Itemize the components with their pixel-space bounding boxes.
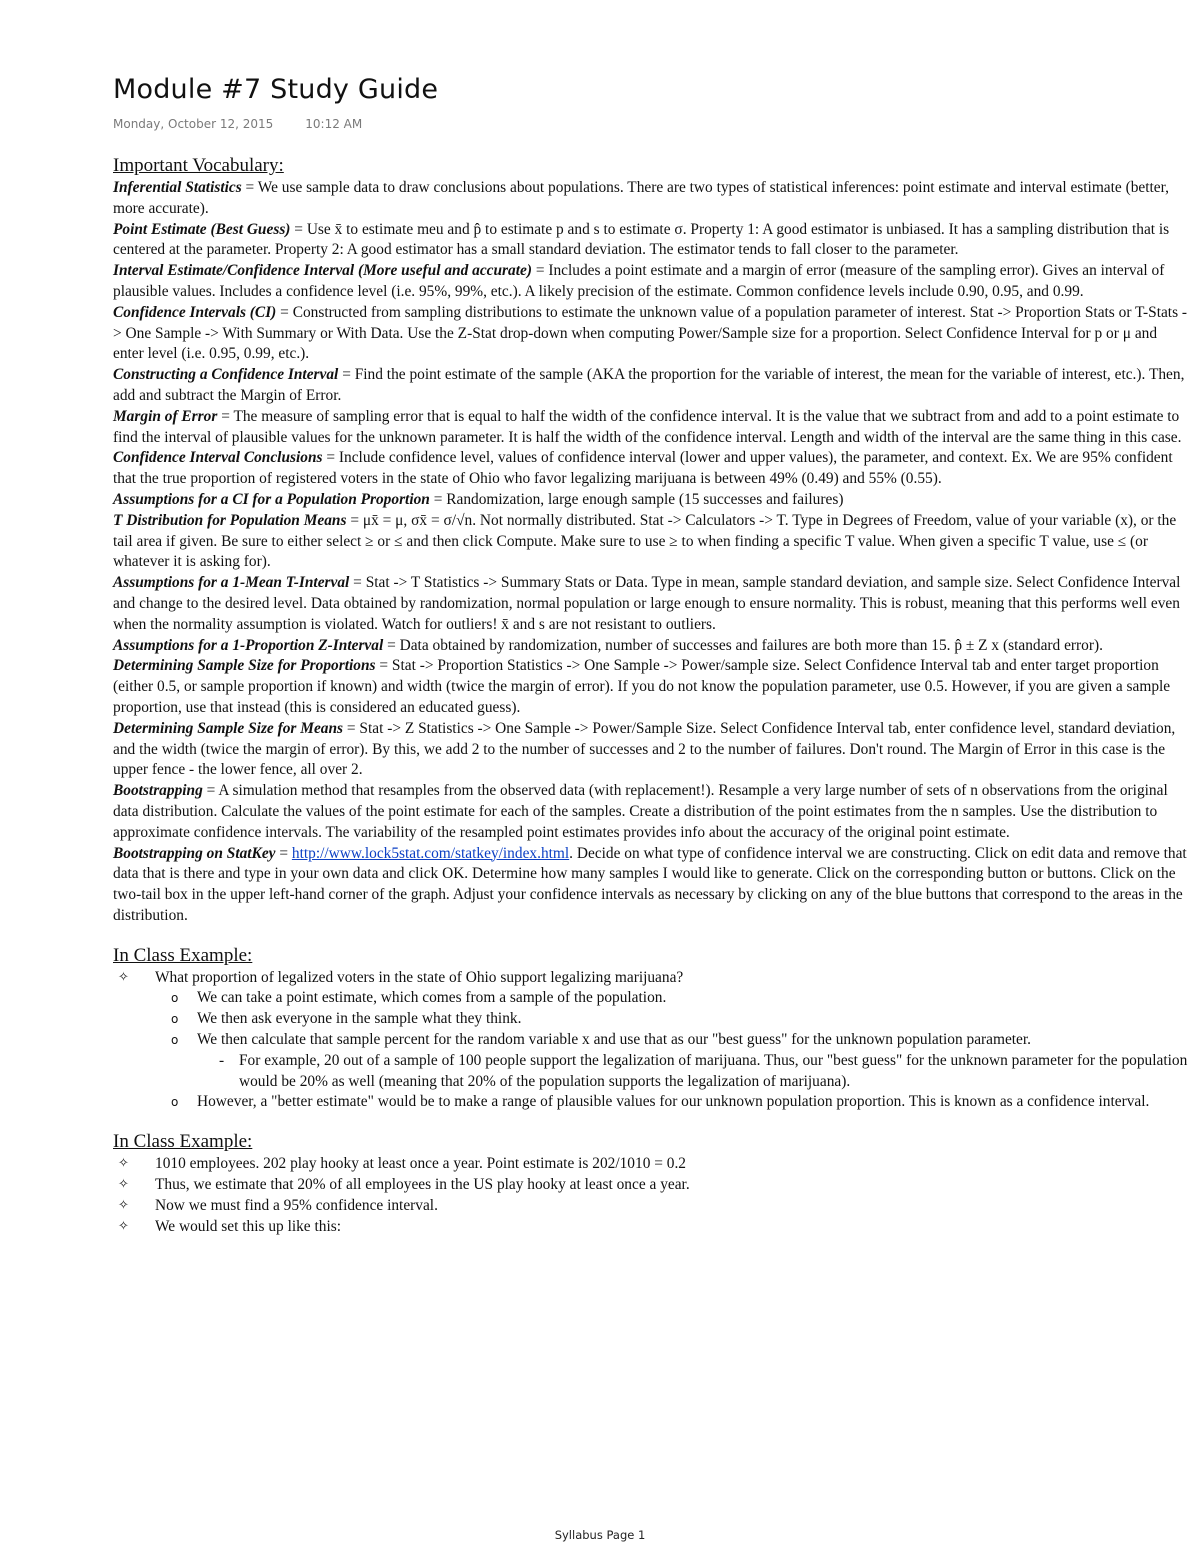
vocabulary-heading: Important Vocabulary:	[113, 155, 284, 176]
vocab-entry	[113, 511, 1189, 573]
point-text: We then ask everyone in the sample what they think.	[197, 1010, 522, 1028]
vocab-definition: = Stat -> T Statistics -> Summary Stats or Data. Type in mean, sample standard deviation, and sample size. Select Confidence Interval and change to the desired level. Data obtained by randomization, normal population or large enough to ensure normality. This is robust, meaning that this performs well even when the normality assumption is violated. Watch for outliers! x̄ and s are not resistant to outliers.	[113, 574, 1181, 633]
vocab-entry	[113, 178, 1189, 220]
list-item	[197, 1051, 1189, 1093]
vocab-term: Determining Sample Size for Proportions	[113, 657, 376, 675]
vocab-entry	[113, 719, 1189, 781]
vocab-term: Interval Estimate/Confidence Interval (More useful and accurate)	[113, 262, 532, 280]
vocab-definition: = Stat -> Z Statistics -> One Sample -> Power/Sample Size. Select Confidence Interval tab, enter confidence level, standard deviation, and the width (twice the margin of error). By this, we add 2 to the number of successes and 2 to the number of failures. Don't round. The Margin of Error in this case is the upper fence - the lower fence, all over 2.	[113, 719, 1176, 779]
diamond-bullet-icon: ✧	[118, 1197, 129, 1213]
vocab-entry	[113, 261, 1189, 303]
document-body	[113, 154, 1189, 1237]
vocab-term: Assumptions for a CI for a Population Proportion	[113, 490, 430, 508]
circle-bullet-icon: o	[171, 1033, 179, 1048]
vocab-definition: = Stat -> Proportion Statistics -> One Sample -> Power/sample size. Select Confidence Interval tab and enter target proportion (either 0.5, or sample proportion if known) and width (twice the margin of error). If you do not know the population parameter, use 0.5. However, if you are given a sample proportion, use that instead (this is considered an educated guess).	[113, 657, 1171, 716]
vocab-entry	[113, 365, 1189, 407]
dateline	[113, 117, 362, 131]
vocab-definition: = Includes a point estimate and a margin of error (measure of the sampling error). Gives an interval of plausible values. Includes a confidence level (i.e. 95%, 99%, etc.). A likely precision of the estimate. Common confidence levels include 0.90, 0.95, and 0.99.	[113, 262, 1165, 300]
vocab-definition: = Find the point estimate of the sample (AKA the proportion for the variable of interest, the mean for the variable of interest, etc.). Then, add and subtract the Margin of Error.	[113, 366, 1185, 404]
vocab-term: Determining Sample Size for Means	[113, 719, 344, 737]
example-1-sublist	[113, 988, 1189, 1113]
diamond-bullet-icon: ✧	[118, 1177, 129, 1193]
vocab-entry	[113, 220, 1189, 262]
item-text: Thus, we estimate that 20% of all employees in the US play hooky at least once a year.	[155, 1176, 690, 1194]
vocab-definition: = A simulation method that resamples from the observed data (with replacement!). Resample a very large number of sets of n observations from the original data distribution. Calculate the values of the point estimate for each of the samples. Create a distribution of the point estimates from the n samples. Use the distribution to approximate confidence intervals. The variability of the resampled point estimates provides info about the accuracy of the original point estimate.	[113, 782, 1168, 841]
circle-bullet-icon: o	[171, 991, 179, 1006]
point-text: We can take a point estimate, which comes from a sample of the population.	[197, 989, 667, 1007]
vocab-entry	[113, 636, 1189, 657]
list-item	[113, 1196, 1189, 1217]
vocab-term: Confidence Interval Conclusions	[113, 449, 323, 467]
vocab-definition: . Decide on what type of confidence interval we are constructing. Click on edit data and remove that data that is there and type in your own data and click OK. Determine how many samples I would like to generate. Click on the corresponding button or buttons. Click on the two-tail box in the upper left-hand corner of the graph. Adjust your confidence intervals as necessary by clicking on any of the blue buttons that correspond to the areas in the distribution.	[113, 844, 1187, 924]
item-text: We would set this up like this:	[155, 1217, 342, 1235]
point-text: However, a "better estimate" would be to make a range of plausible values for our unknown population proportion. This is known as a confidence interval.	[197, 1093, 1150, 1111]
sub-point-text: For example, 20 out of a sample of 100 people support the legalization of marijuana. Thus, our "best guess" for the unknown parameter for the population would be 20% as well (meaning that 20% of the population supports the legalization of marijuana).	[239, 1051, 1188, 1090]
vocabulary-section	[113, 154, 1189, 927]
list-item	[155, 1092, 1189, 1113]
vocab-entry	[113, 573, 1189, 635]
list-item	[113, 1154, 1189, 1175]
vocab-definition: = Use x̄ to estimate meu and p̂ to estimate p and s to estimate σ. Property 1: A good estimator is unbiased. It has a sampling distribution that is centered at the parameter. Property 2: A good estimator has a small standard deviation. The estimator tends to fall closer to the parameter.	[113, 220, 1170, 259]
vocab-term: Assumptions for a 1-Proportion Z-Interval	[113, 636, 384, 654]
example-2-list	[113, 1154, 1189, 1237]
vocab-term: Constructing a Confidence Interval	[113, 366, 339, 384]
vocab-term: Bootstrapping on StatKey	[113, 844, 276, 862]
circle-bullet-icon: o	[171, 1095, 179, 1110]
vocab-term: Inferential Statistics	[113, 179, 242, 196]
example-1-question: What proportion of legalized voters in the state of Ohio support legalizing marijuana?	[155, 968, 684, 986]
list-item	[113, 968, 1189, 1114]
vocab-definition: = Constructed from sampling distributions to estimate the unknown value of a population parameter of interest. Stat -> Proportion Stats or T-Stats -> One Sample -> With Summary or With Data. Use the Z-Stat drop-down when computing Power/Sample size for a proportion. Select Confidence Interval for p or μ and enter level (i.e. 0.95, 0.99, etc.).	[113, 303, 1188, 363]
vocab-definition: = The measure of sampling error that is equal to half the width of the confidence interval. It is the value that we subtract from and add to a point estimate to find the interval of plausible values for the unknown parameter. It is half the width of the confidence interval. Length and width of the interval are the same thing in this case.	[113, 407, 1182, 446]
list-item	[113, 1217, 1189, 1238]
list-item	[155, 1009, 1189, 1030]
time-text: 10:12 AM	[305, 117, 363, 131]
page-title: Module #7 Study Guide	[113, 74, 439, 105]
example-1-heading: In Class Example:	[113, 944, 253, 966]
circle-bullet-icon: o	[171, 1012, 179, 1027]
vocab-entry	[113, 490, 1189, 511]
vocab-term: Assumptions for a 1-Mean T-Interval	[113, 574, 350, 592]
dash-bullet-icon: -	[219, 1051, 225, 1069]
vocab-entry	[113, 303, 1189, 365]
page-footer: Syllabus Page 1	[554, 1528, 646, 1542]
vocab-entry	[113, 407, 1189, 449]
vocab-term: Margin of Error	[113, 407, 218, 425]
vocab-definition: = Data obtained by randomization, number of successes and failures are both more than 15. p̂ ± Z x (standard error).	[383, 636, 1103, 654]
vocab-definition: = Randomization, large enough sample (15 successes and failures)	[429, 490, 844, 508]
vocab-term: Point Estimate (Best Guess)	[113, 220, 291, 238]
example-1-list	[113, 968, 1189, 1114]
vocab-definition-prefix: =	[275, 844, 292, 862]
example-1-subsublist	[197, 1051, 1189, 1093]
vocab-entry	[113, 781, 1189, 843]
diamond-bullet-icon: ✧	[118, 1156, 129, 1172]
in-class-example-1	[113, 944, 1189, 1114]
vocab-definition: = We use sample data to draw conclusions about populations. There are two types of statistical inferences: point estimate and interval estimate (better, more accurate).	[113, 179, 1169, 217]
vocab-term: T Distribution for Population Means	[113, 511, 347, 529]
list-item	[155, 1030, 1189, 1092]
vocab-entry-statkey	[113, 844, 1189, 927]
vocab-entry	[113, 448, 1189, 490]
item-text: Now we must find a 95% confidence interval.	[155, 1196, 438, 1214]
vocab-definition: = Include confidence level, values of confidence interval (lower and upper values), the parameter, and context. Ex. We are 95% confident that the true proportion of registered voters in the state of Ohio who favor legalizing marijuana is between 49% (0.49) and 55% (0.55).	[113, 449, 1173, 488]
vocab-definition: = μx̄ = μ, σx̄ = σ/√n. Not normally distributed. Stat -> Calculators -> T. Type in Degrees of Freedom, value of your variable (x), or the tail area if given. Be sure to either select ≥ or ≤ and then click Compute. Make sure to use ≥ to when finding a specific T value. When given a specific T value, use ≤ (or whatever it is asking for).	[113, 511, 1177, 571]
list-item	[155, 988, 1189, 1009]
vocab-term: Bootstrapping	[113, 782, 203, 800]
date-text: Monday, October 12, 2015	[113, 117, 274, 131]
item-text: 1010 employees. 202 play hooky at least once a year. Point estimate is 202/1010 = 0.2	[155, 1155, 687, 1173]
in-class-example-2	[113, 1130, 1189, 1237]
vocab-term: Confidence Intervals (CI)	[113, 303, 277, 321]
example-2-heading: In Class Example:	[113, 1131, 253, 1153]
list-item	[113, 1175, 1189, 1196]
point-text: We then calculate that sample percent for the random variable x and use that as our "best guess" for the unknown population parameter.	[197, 1031, 1032, 1049]
diamond-bullet-icon: ✧	[118, 969, 129, 985]
diamond-bullet-icon: ✧	[118, 1218, 129, 1234]
statkey-link[interactable]: http://www.lock5stat.com/statkey/index.html	[291, 844, 570, 862]
vocab-entry	[113, 656, 1189, 718]
